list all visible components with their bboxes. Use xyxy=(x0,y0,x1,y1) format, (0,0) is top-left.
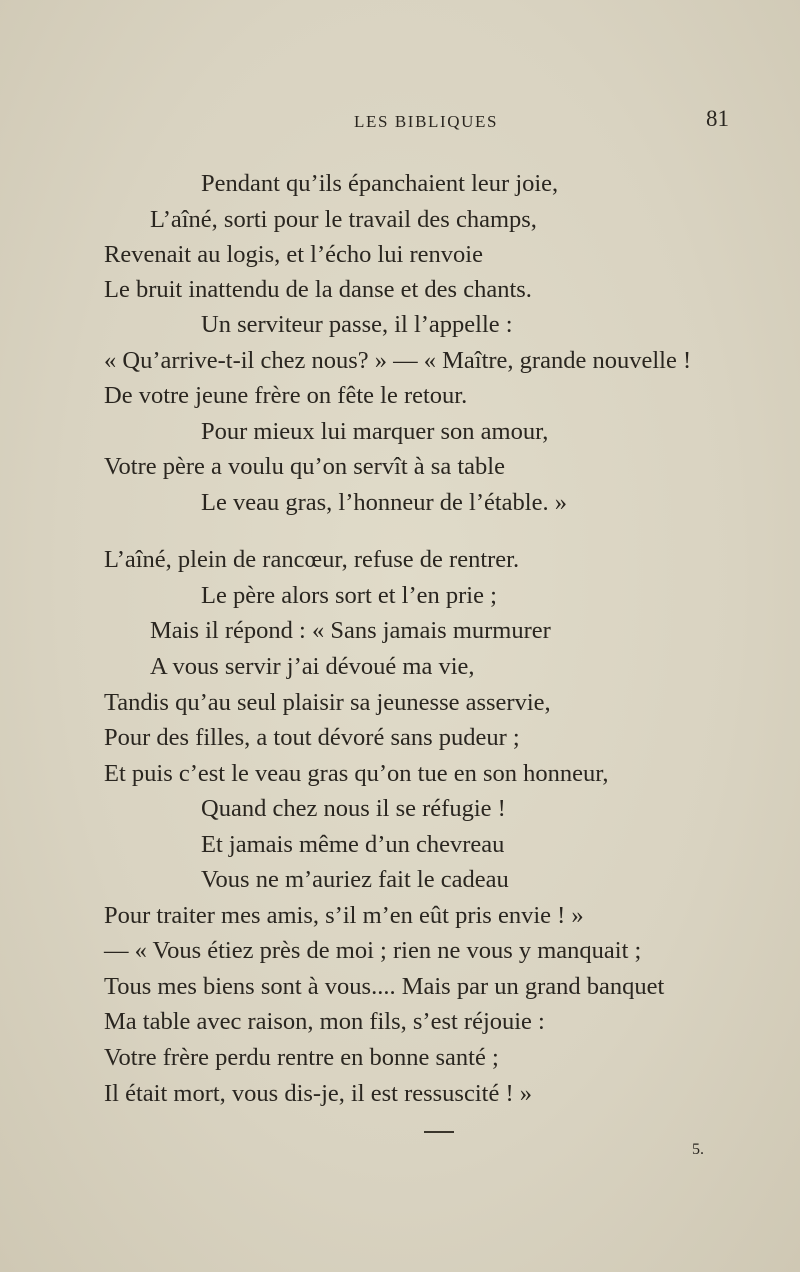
verse-line: Il était mort, vous dis-je, il est ressuscité ! » xyxy=(104,1080,532,1107)
verse-line: Tous mes biens sont à vous.... Mais par un grand banquet xyxy=(104,973,665,1000)
verse-line: — « Vous étiez près de moi ; rien ne vous y manquait ; xyxy=(104,937,642,964)
verse-line: Pendant qu’ils épanchaient leur joie, xyxy=(201,170,559,197)
verse-line: Le bruit inattendu de la danse et des chants. xyxy=(104,276,532,303)
verse-line: Votre frère perdu rentre en bonne santé ; xyxy=(104,1044,499,1071)
verse-line: Le veau gras, l’honneur de l’étable. » xyxy=(201,489,567,516)
verse-line: Ma table avec raison, mon fils, s’est réjouie : xyxy=(104,1008,545,1035)
verse-line: « Qu’arrive-t-il chez nous? » — « Maître, grande nouvelle ! xyxy=(104,347,692,374)
verse-line: De votre jeune frère on fête le retour. xyxy=(104,382,468,409)
verse-line: A vous servir j’ai dévoué ma vie, xyxy=(150,653,475,680)
running-title: LES BIBLIQUES xyxy=(354,112,499,131)
verse-line: Et puis c’est le veau gras qu’on tue en son honneur, xyxy=(104,760,609,787)
page-number: 81 xyxy=(706,106,729,131)
page-header xyxy=(0,106,800,136)
verse-line: Un serviteur passe, il l’appelle : xyxy=(201,311,513,338)
verse-line: Tandis qu’au seul plaisir sa jeunesse asservie, xyxy=(104,689,551,716)
verse-line: Votre père a voulu qu’on servît à sa table xyxy=(104,453,505,480)
verse-line: Vous ne m’auriez fait le cadeau xyxy=(201,866,509,893)
verse-line: L’aîné, sorti pour le travail des champs, xyxy=(150,206,537,233)
verse-line: Pour des filles, a tout dévoré sans pudeur ; xyxy=(104,724,520,751)
verse-line: Pour traiter mes amis, s’il m’en eût pris envie ! » xyxy=(104,902,584,929)
verse-line: Le père alors sort et l’en prie ; xyxy=(201,582,497,609)
verse-line: Et jamais même d’un chevreau xyxy=(201,831,505,858)
verse-line: L’aîné, plein de rancœur, refuse de rentrer. xyxy=(104,546,520,573)
signature-mark: 5. xyxy=(692,1141,704,1158)
verse-line: Revenait au logis, et l’écho lui renvoie xyxy=(104,241,483,268)
verse-line: Quand chez nous il se réfugie ! xyxy=(201,795,506,822)
verse-line: Mais il répond : « Sans jamais murmurer xyxy=(150,617,551,644)
end-rule xyxy=(424,1131,454,1133)
verse-line: Pour mieux lui marquer son amour, xyxy=(201,418,549,445)
